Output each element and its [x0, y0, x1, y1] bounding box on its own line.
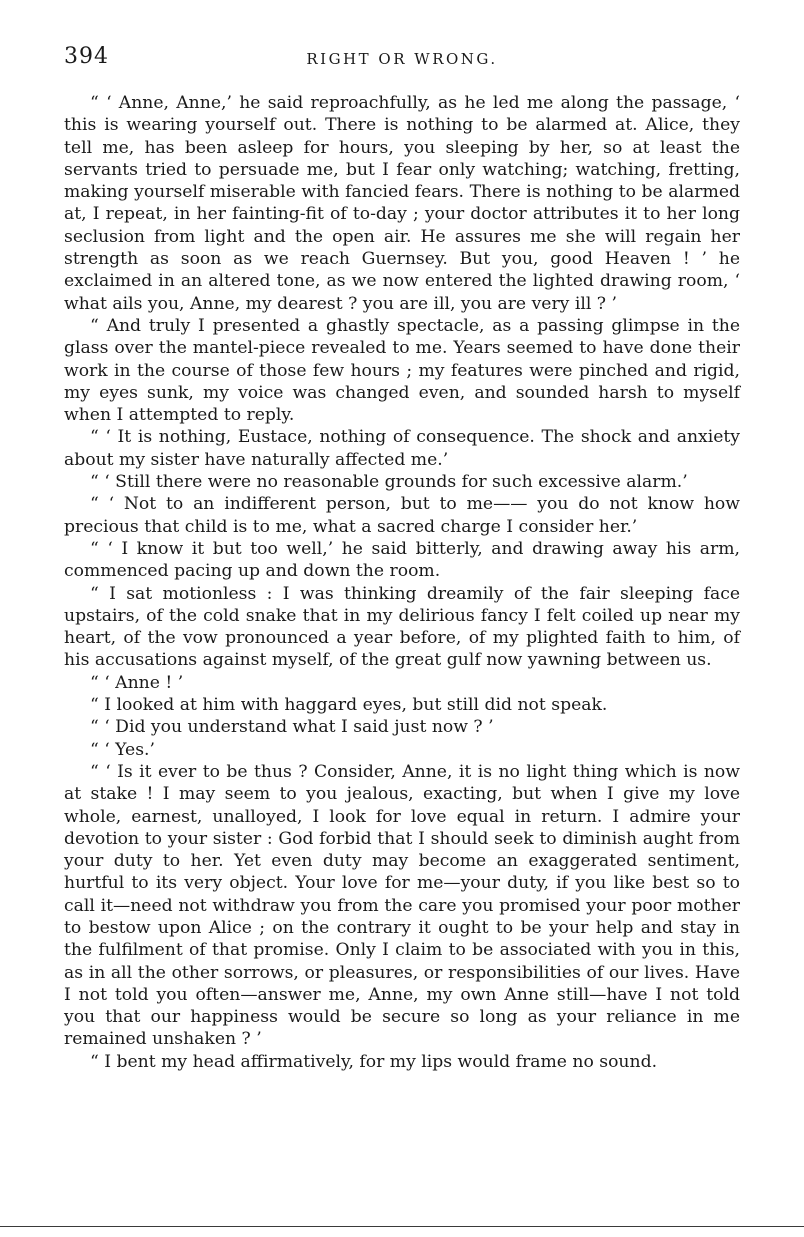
paragraph: “ ‘ Is it ever to be thus ? Consider, Anne, it is no light thing which is now at stake ! I may seem to you jealous, exacting, but when I give my love whole, earnest, unalloyed, I look for love equal in return. I admire your devotion to your sister : God forbid that I should seek to diminish aught from your duty to her. Yet even duty may become an exaggerated sentiment, hurtful to its very object. Your love for me—your duty, if you like best so to call it—need not withdraw you from the care you promised your poor mother to bestow upon Alice ; on the contrary it ought to be your help and stay in the fulfilment of that promise. Only I claim to be associated with you in this, as in all the other sorrows, or pleasures, or responsibilities of our lives. Have I not told you often—answer me, Anne, my own Anne still—have I not told you that our happiness would be secure so long as your reliance in me remained unshaken ? ’	[64, 761, 740, 1050]
paragraph: “ ‘ I know it but too well,’ he said bitterly, and drawing away his arm, commenced pacing up and down the room.	[64, 538, 740, 582]
paragraph: “ ‘ Anne ! ’	[90, 672, 184, 693]
paragraph: “ I looked at him with haggard eyes, but still did not speak.	[90, 695, 608, 716]
paragraph: “ ‘ Anne, Anne,’ he said reproachfully, as he led me along the passage, ‘ this is wearing yourself out. There is nothing to be alarmed at. Alice, they tell me, has been asleep for hours, you sleeping by her, so at least the servants tried to persuade me, but I fear only watching; watching, fretting, making yourself miserable with fancied fears. There is nothing to be alarmed at, I repeat, in her fainting-fit of to-day ; your doctor attributes it to her long seclusion from light and the open air. He assures me she will regain her strength as soon as we reach Guernsey. But you, good Heaven ! ’ he exclaimed in an altered tone, as we now entered the lighted drawing room, ‘ what ails you, Anne, my dearest ? you are ill, you are very ill ? ’	[64, 93, 740, 314]
paragraph: “ I sat motionless : I was thinking dreamily of the fair sleeping face upstairs, of the cold snake that in my delirious fancy I felt coiled up near my heart, of the vow pronounced a year before, of my plighted faith to him, of his accusations against myself, of the great gulf now yawning between us.	[64, 583, 740, 671]
page-header	[64, 44, 740, 74]
body-text	[64, 92, 740, 1073]
running-title: RIGHT OR WRONG.	[306, 50, 498, 68]
page-number: 394	[64, 44, 109, 69]
paragraph: “ ‘ Still there were no reasonable grounds for such excessive alarm.’	[90, 472, 688, 493]
paragraph: “ ‘ Did you understand what I said just now ? ’	[90, 717, 494, 738]
paragraph: “ And truly I presented a ghastly spectacle, as a passing glimpse in the glass over the mantel-piece revealed to me. Years seemed to have done their work in the course of those few hours ; my features were pinched and rigid, my eyes sunk, my voice was changed even, and sounded harsh to myself when I attempted to reply.	[64, 315, 740, 426]
paragraph: “ ‘ It is nothing, Eustace, nothing of consequence. The shock and anxiety about my sister have naturally affected me.’	[64, 427, 740, 470]
page-bottom-rule	[0, 1226, 804, 1227]
paragraph: “ ‘ Yes.’	[90, 739, 155, 760]
paragraph: “ ‘ Not to an indifferent person, but to me—— you do not know how precious that child is to me, what a sacred charge I consider her.’	[64, 494, 740, 537]
paragraph: “ I bent my head affirmatively, for my lips would frame no sound.	[90, 1051, 658, 1072]
